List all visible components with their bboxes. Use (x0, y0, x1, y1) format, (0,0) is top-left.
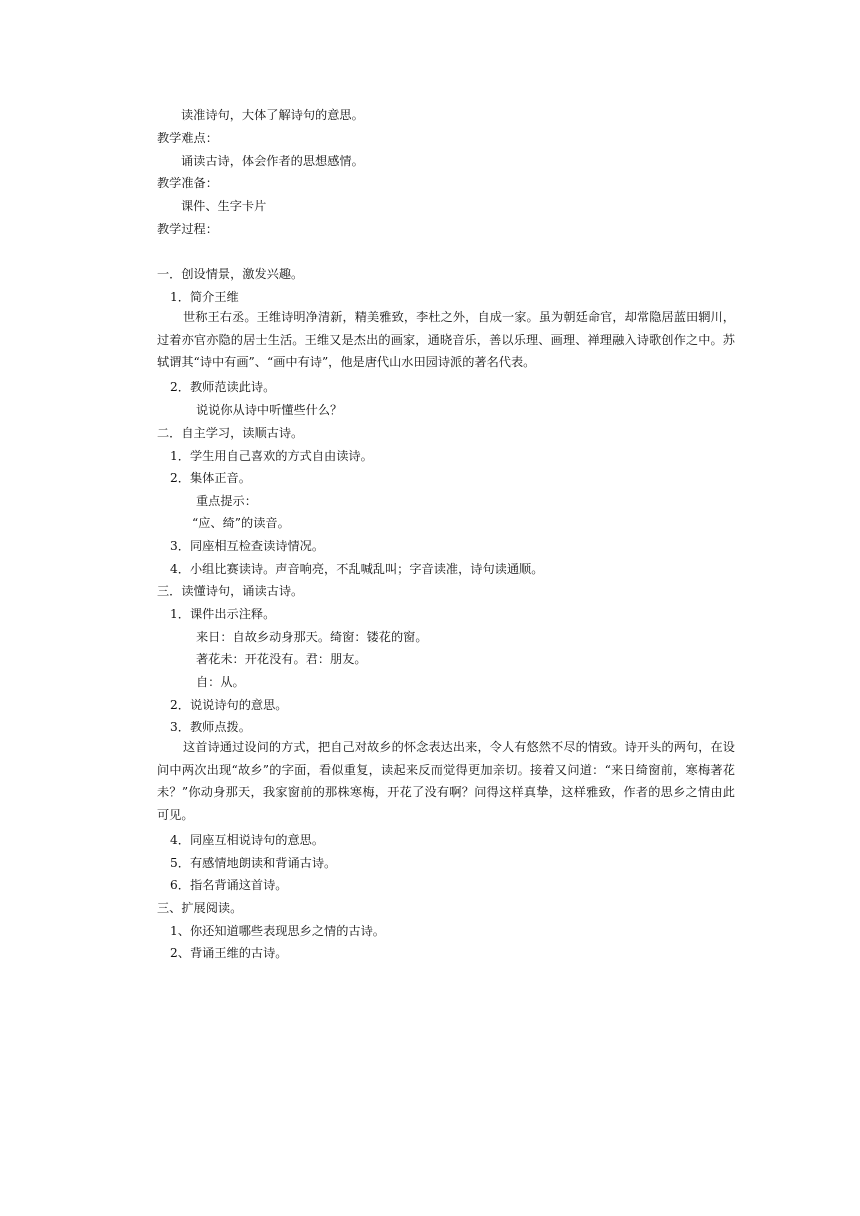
list-item: 2．集体正音。 (170, 471, 251, 485)
annotation-line: 自：从。 (196, 675, 245, 689)
list-item: 6．指名背诵这首诗。 (170, 878, 288, 892)
text-line: 说说你从诗中听懂些什么？ (196, 403, 343, 417)
list-item: 2、背诵王维的古诗。 (170, 946, 288, 960)
list-item: 1、你还知道哪些表现思乡之情的古诗。 (170, 924, 385, 938)
text-line: 重点提示： (196, 494, 257, 508)
list-item: 1．简介王维 (170, 290, 239, 304)
paragraph-wangwei-intro: 世称王右丞。王维诗明净清新，精美雅致，李杜之外，自成一家。虽为朝廷命官，却常隐居蓝田辋川，过着亦官亦隐的居士生活。王维又是杰出的画家，通晓音乐，善以乐理、画理、禅理融入诗歌创作之中。苏轼谓其“诗中有画”、“画中有诗”，他是唐代山水田园诗派的著名代表。 (157, 310, 735, 370)
list-item: 1．学生用自己喜欢的方式自由读诗。 (170, 449, 373, 463)
step-heading-1: 一．创设情景，激发兴趣。 (157, 267, 304, 281)
text-line: 读准诗句，大体了解诗句的意思。 (181, 108, 364, 122)
list-item: 4．同座互相说诗句的意思。 (170, 833, 325, 847)
section-heading-process: 教学过程： (157, 222, 218, 236)
list-item: 1．课件出示注释。 (170, 607, 276, 621)
step-heading-2: 二．自主学习，读顺古诗。 (157, 426, 304, 440)
list-item: 2．教师范读此诗。 (170, 380, 276, 394)
list-item: 2．说说诗句的意思。 (170, 698, 288, 712)
text-line: “应、绮”的读音。 (192, 516, 290, 530)
text-line: 课件、生字卡片 (181, 199, 267, 213)
paragraph-poem-analysis: 这首诗通过设问的方式，把自己对故乡的怀念表达出来，令人有悠然不尽的情致。诗开头的两句，在设问中两次出现“故乡”的字面，看似重复，读起来反而觉得更加亲切。接着又问道：“来日绮窗前，寒梅著花未？”你动身那天，我家窗前的那株寒梅，开花了没有啊？问得这样真挚，这样雅致，作者的思乡之情由此可见。 (157, 740, 735, 822)
list-item: 3．教师点拨。 (170, 720, 251, 734)
section-heading-preparation: 教学准备： (157, 176, 218, 190)
annotation-line: 著花未：开花没有。君：朋友。 (196, 652, 367, 666)
list-item: 4．小组比赛读诗。声音响亮，不乱喊乱叫；字音读准，诗句读通顺。 (170, 562, 544, 576)
step-heading-3: 三．读懂诗句，诵读古诗。 (157, 584, 304, 598)
list-item: 5．有感情地朗读和背诵古诗。 (170, 856, 337, 870)
list-item: 3．同座相互检查读诗情况。 (170, 539, 325, 553)
annotation-line: 来日：自故乡动身那天。绮窗：镂花的窗。 (196, 630, 428, 644)
text-line: 诵读古诗，体会作者的思想感情。 (181, 154, 364, 168)
step-heading-extended-reading: 三、扩展阅读。 (157, 901, 243, 915)
section-heading-difficulty: 教学难点： (157, 131, 218, 145)
